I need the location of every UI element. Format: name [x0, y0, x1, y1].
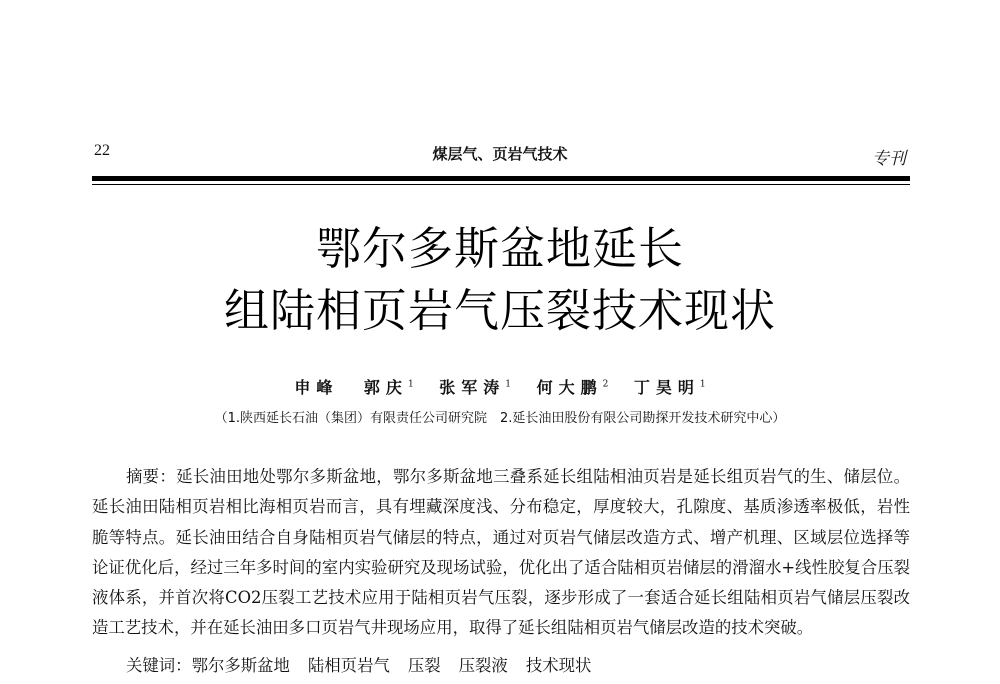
abstract-label: 摘要： — [126, 467, 177, 486]
keyword: 陆相页岩气 — [307, 656, 390, 675]
author-affiliations: （1.陕西延长石油（集团）有限责任公司研究院 2.延长油田股份有限公司勘探开发技术研究中心） — [214, 411, 786, 426]
author-name: 丁昊明 — [633, 378, 700, 397]
author-name: 郭庆 — [363, 378, 408, 397]
journal-section-title: 煤层气、页岩气技术 — [432, 145, 568, 163]
abstract-text: 延长油田地处鄂尔多斯盆地，鄂尔多斯盆地三叠系延长组陆相油页岩是延长组页岩气的生、储层位。延长油田陆相页岩相比海相页岩而言，具有埋藏深度浅、分布稳定，厚度较大，孔隙度、基质渗透率极低，岩性脆等特点。延长油田结合自身陆相页岩气储层的特点，通过对页岩气储层改造方式、增产机理、区域层位选择等论证优化后，经过三年多时间的室内实验研究及现场试验，优化出了适合陆相页岩储层的滑溜水+线性胶复合压裂液体系，并首次将CO2压裂工艺技术应用于陆相页岩气压裂，逐步形成了一套适合延长组陆相页岩气储层压裂改造工艺技术，并在延长油田多口页岩气井现场应用，取得了延长组陆相页岩气储层改造的技术突破。 — [92, 467, 910, 638]
author — [439, 375, 511, 398]
keywords-line — [126, 652, 609, 680]
article-title-line-1: 鄂尔多斯盆地延长 — [315, 222, 684, 275]
author — [294, 375, 338, 398]
issue-label: 专刊 — [872, 149, 906, 169]
author-list — [0, 375, 1000, 398]
keyword: 压裂 — [407, 656, 441, 675]
keyword: 技术现状 — [525, 656, 592, 675]
author-affiliation-mark: 1 — [505, 379, 511, 390]
article-title-line-2: 组陆相页岩气压裂技术现状 — [223, 284, 776, 337]
page-number: 22 — [94, 142, 110, 159]
keywords-label: 关键词： — [126, 656, 192, 675]
author — [537, 375, 609, 398]
abstract-paragraph — [92, 462, 910, 644]
author-affiliation-mark: 1 — [407, 379, 414, 390]
author-affiliation-mark: 2 — [602, 379, 609, 390]
author — [634, 375, 706, 398]
keyword: 压裂液 — [458, 656, 508, 675]
author-name: 何大鹏 — [536, 378, 603, 397]
header-rule-thick — [92, 176, 910, 181]
author-name: 张军涛 — [439, 378, 506, 397]
author-name: 申峰 — [294, 378, 339, 397]
author-affiliation-mark: 1 — [699, 379, 706, 390]
author — [364, 375, 414, 398]
header-rule-thin — [92, 184, 910, 185]
keyword: 鄂尔多斯盆地 — [191, 656, 290, 675]
